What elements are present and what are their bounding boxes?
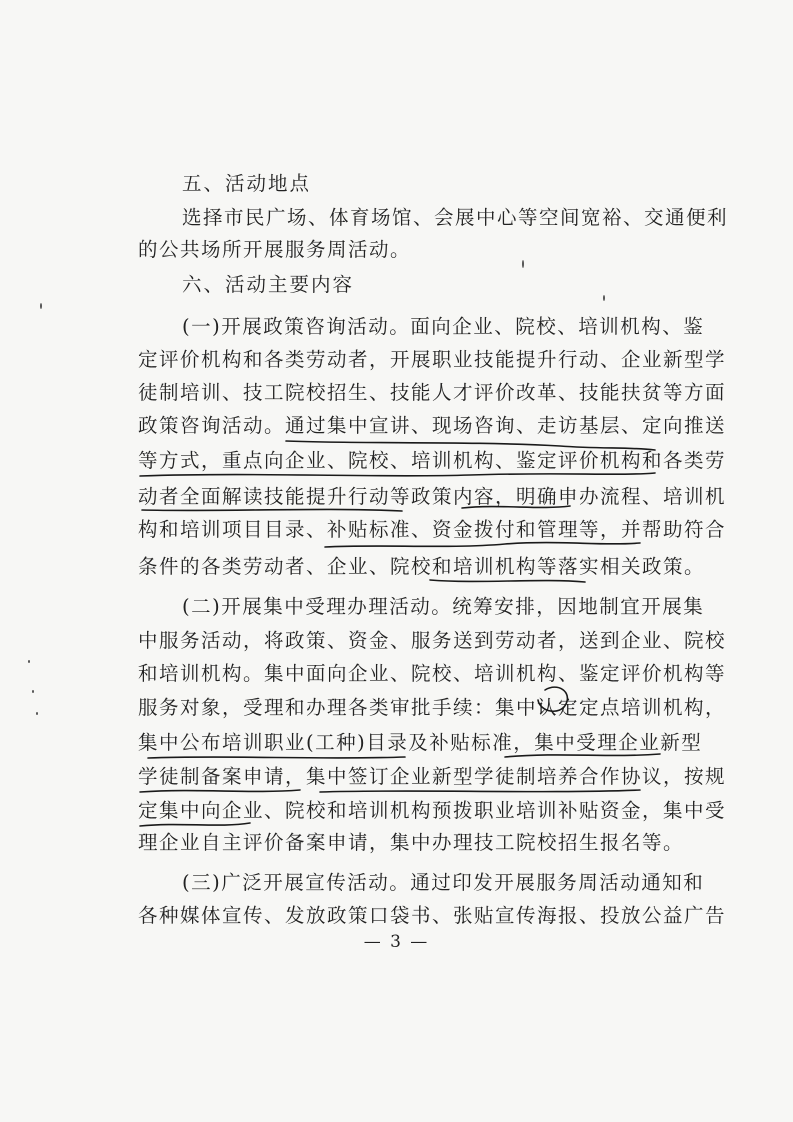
scan-speck [40, 303, 42, 309]
paragraph-line: (二)开展集中受理办理活动。统筹安排，因地制宜开展集 [182, 595, 705, 618]
section-heading-6: 六、活动主要内容 [182, 273, 355, 296]
paragraph-line: 服务对象，受理和办理各类审批手续：集中认定定点培训机构， [138, 696, 727, 719]
scan-speck [36, 712, 38, 715]
scan-speck [522, 260, 524, 268]
paragraph-line: 选择市民广场、体育场馆、会展中心等空间宽裕、交通便利 [182, 206, 729, 229]
paragraph-line: 各种媒体宣传、发放政策口袋书、张贴宣传海报、投放公益广告 [138, 904, 727, 927]
section-heading-5: 五、活动地点 [182, 172, 312, 195]
paragraph-line: 和培训机构。集中面向企业、院校、培训机构、鉴定评价机构等 [138, 662, 727, 685]
scan-speck [28, 660, 30, 663]
paragraph-line: (一)开展政策咨询活动。面向企业、院校、培训机构、鉴 [182, 315, 705, 338]
paragraph-line: 徒制培训、技工院校招生、技能人才评价改革、技能扶贫等方面 [138, 381, 727, 404]
paragraph-line: 的公共场所开展服务周活动。 [138, 238, 412, 261]
paragraph-line: (三)广泛开展宣传活动。通过印发开展服务周活动通知和 [182, 871, 705, 894]
scan-speck [32, 690, 34, 693]
paragraph-line: 学徒制备案申请，集中签订企业新型学徒制培养合作协议，按规 [138, 765, 727, 788]
scan-speck [603, 295, 605, 301]
paragraph-line: 定评价机构和各类劳动者，开展职业技能提升行动、企业新型学 [138, 348, 727, 371]
page-number: — 3 — [363, 932, 430, 952]
paragraph-line: 动者全面解读技能提升行动等政策内容，明确申办流程、培训机 [138, 485, 727, 508]
paragraph-line: 集中公布培训职业(工种)目录及补贴标准，集中受理企业新型 [138, 731, 703, 754]
paragraph-line: 定集中向企业、院校和培训机构预拨职业培训补贴资金，集中受 [138, 799, 727, 822]
underline-stroke [148, 757, 405, 758]
paragraph-line: 构和培训项目目录、补贴标准、资金拨付和管理等，并帮助符合 [138, 518, 727, 541]
paragraph-line: 条件的各类劳动者、企业、院校和培训机构等落实相关政策。 [138, 555, 706, 578]
paragraph-line: 理企业自主评价备案申请，集中办理技工院校招生报名等。 [138, 831, 685, 854]
paragraph-line: 中服务活动，将政策、资金、服务送到劳动者，送到企业、院校 [138, 629, 727, 652]
paragraph-line: 政策咨询活动。通过集中宣讲、现场咨询、走访基层、定向推送 [138, 414, 727, 437]
paragraph-line: 等方式，重点向企业、院校、培训机构、鉴定评价机构和各类劳 [138, 449, 727, 472]
